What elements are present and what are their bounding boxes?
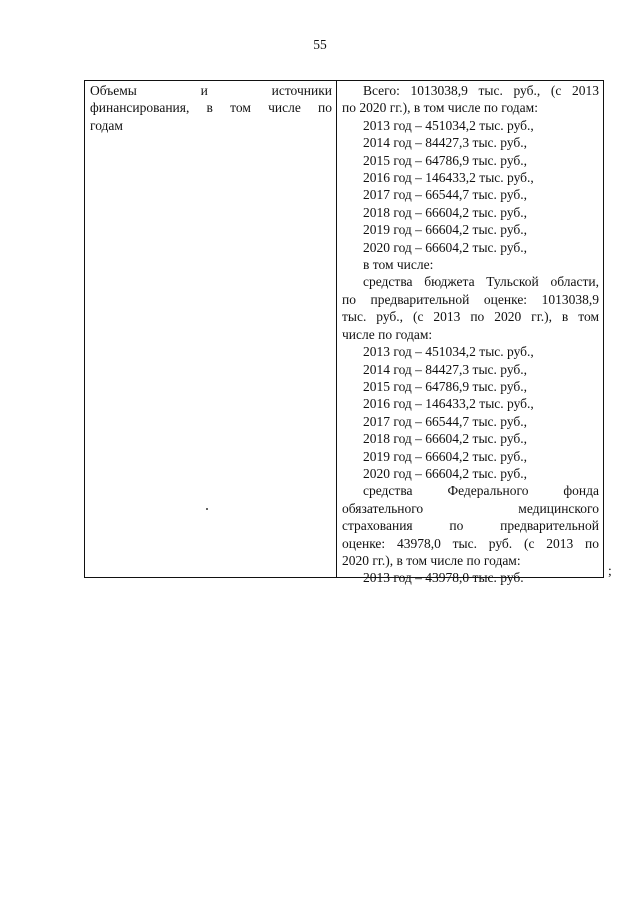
text-line: оценке: 43978,0 тыс. руб. (с 2013 по [342, 535, 599, 551]
text-line: обязательного медицинского [342, 500, 599, 516]
text-line: 2013 год – 451034,2 тыс. руб., [363, 344, 534, 360]
text-line: 2020 год – 66604,2 тыс. руб., [363, 465, 528, 481]
text-line: 2015 год – 64786,9 тыс. руб., [363, 378, 528, 394]
text-line: средства бюджета Тульской области, [363, 274, 599, 290]
text-line: 2020 гг.), в том числе по годам: [342, 552, 521, 568]
text-line: 2014 год – 84427,3 тыс. руб., [363, 135, 528, 151]
text-line: 2016 год – 146433,2 тыс. руб., [363, 170, 534, 186]
left-cell-line: финансирования, в том числе по [90, 100, 332, 116]
text-line: Всего: 1013038,9 тыс. руб., (с 2013 [363, 83, 599, 98]
left-cell-line: годам [90, 117, 123, 133]
financing-table [84, 80, 604, 586]
column-divider [336, 81, 337, 577]
text-line: тыс. руб., (с 2013 по 2020 гг.), в том [342, 309, 599, 325]
text-line: 2014 год – 84427,3 тыс. руб., [363, 361, 528, 377]
text-line: 2019 год – 66604,2 тыс. руб., [363, 222, 528, 238]
text-line: числе по годам: [342, 326, 433, 342]
text-line: по 2020 гг.), в том числе по годам: [342, 100, 538, 116]
text-line: 2019 год – 66604,2 тыс. руб., [363, 448, 528, 464]
page-number: 55 [313, 37, 327, 52]
trailing-semicolon: ; [608, 563, 612, 578]
text-line: 2018 год – 66604,2 тыс. руб., [363, 204, 528, 220]
text-line: по предварительной оценке: 1013038,9 [342, 291, 599, 307]
stray-dot [206, 508, 208, 510]
left-cell-line: Объемы и источники [90, 83, 332, 98]
left-cell-label [90, 82, 332, 134]
text-line: 2013 год – 451034,2 тыс. руб., [363, 117, 534, 133]
text-line: средства Федерального фонда [363, 483, 599, 499]
text-line: 2020 год – 66604,2 тыс. руб., [363, 239, 528, 255]
text-line: страхования по предварительной [342, 518, 599, 534]
text-line: 2018 год – 66604,2 тыс. руб., [363, 431, 528, 447]
right-cell-content [342, 82, 599, 587]
text-line: 2016 год – 146433,2 тыс. руб., [363, 396, 534, 412]
text-line: 2017 год – 66544,7 тыс. руб., [363, 187, 528, 203]
text-line: 2015 год – 64786,9 тыс. руб., [363, 152, 528, 168]
text-line: в том числе: [363, 257, 434, 273]
text-line: 2017 год – 66544,7 тыс. руб., [363, 413, 528, 429]
text-line: 2013 год – 43978,0 тыс. руб. [363, 570, 524, 586]
